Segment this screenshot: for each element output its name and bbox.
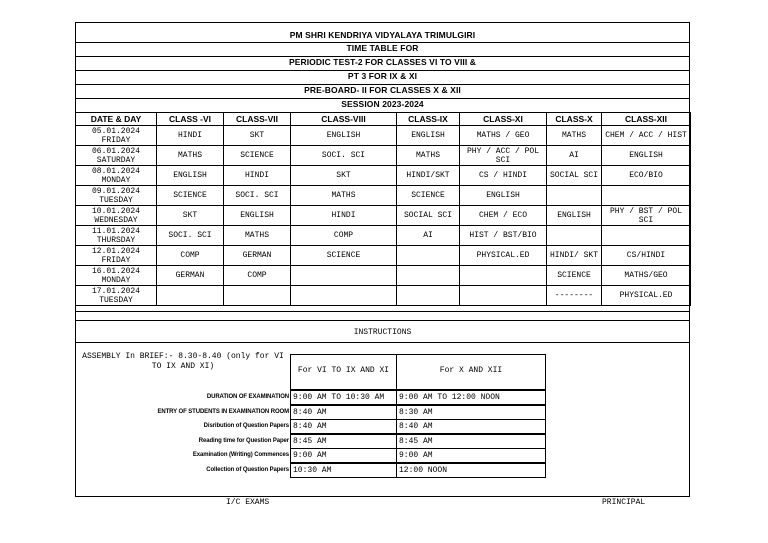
subject-cell xyxy=(460,286,547,306)
date-text: 05.01.2024 xyxy=(91,126,140,136)
subject-cell: GERMAN xyxy=(224,246,291,266)
subject-cell: CS/HINDI xyxy=(602,246,691,266)
col-a-header: For VI TO IX AND XI xyxy=(297,366,390,375)
day-text: THURSDAY xyxy=(96,235,136,245)
day-text: WEDNESDAY xyxy=(94,215,138,225)
date-text: 09.01.2024 xyxy=(91,186,140,196)
date-day-cell xyxy=(76,166,157,186)
date-text: 17.01.2024 xyxy=(91,286,140,296)
subject-cell xyxy=(460,266,547,286)
subject-cell: ENGLISH xyxy=(547,206,602,226)
subject-cell xyxy=(291,266,397,286)
instruction-value-b: 9:00 AM xyxy=(396,448,546,463)
subject-cell xyxy=(397,246,460,266)
date-day-cell xyxy=(76,286,157,306)
subject-cell: SOCIAL SCI xyxy=(397,206,460,226)
column-header: CLASS-XI xyxy=(460,113,547,126)
date-day-cell xyxy=(76,226,157,246)
table-row xyxy=(76,206,691,226)
table-row xyxy=(76,246,691,266)
subject-cell xyxy=(602,186,691,206)
day-text: MONDAY xyxy=(101,275,131,285)
instruction-value-b: 8:45 AM xyxy=(396,434,546,449)
date-text: 16.01.2024 xyxy=(91,266,140,276)
subject-cell xyxy=(547,226,602,246)
column-header: CLASS-X xyxy=(547,113,602,126)
instruction-value-a: 9:00 AM xyxy=(290,448,397,463)
subject-cell: SOCIAL SCI xyxy=(547,166,602,186)
subject-cell: HINDI xyxy=(291,206,397,226)
timetable-body xyxy=(76,126,691,306)
instructions-heading: INSTRUCTIONS xyxy=(353,328,412,337)
ic-exams-signature: I/C EXAMS xyxy=(226,498,270,507)
divider xyxy=(75,320,690,321)
date-text: 10.01.2024 xyxy=(91,206,140,216)
subject-cell: SCIENCE xyxy=(397,186,460,206)
table-row xyxy=(76,226,691,246)
subject-cell: MATHS/GEO xyxy=(602,266,691,286)
subject-cell: MATHS xyxy=(157,146,224,166)
column-header: CLASS-IX xyxy=(397,113,460,126)
subject-cell xyxy=(157,286,224,306)
column-header: CLASS-VII xyxy=(224,113,291,126)
subject-cell: MATHS xyxy=(397,146,460,166)
table-row xyxy=(76,286,691,306)
subject-cell: CHEM / ACC / HIST xyxy=(602,126,691,146)
instruction-label: Examination (Writing) Commences xyxy=(192,452,289,458)
subject-cell: MATHS xyxy=(224,226,291,246)
subject-cell: ENGLISH xyxy=(602,146,691,166)
date-text: 11.01.2024 xyxy=(91,226,140,236)
instruction-value-a: 9:00 AM TO 10:30 AM xyxy=(290,390,397,405)
instruction-label: DURATION OF EXAMINATION xyxy=(206,394,289,400)
subject-cell: AI xyxy=(547,146,602,166)
date-day-cell xyxy=(76,186,157,206)
title-line: PT 3 FOR IX & XI xyxy=(347,71,418,81)
day-text: FRIDAY xyxy=(101,135,131,145)
exam-timetable xyxy=(75,112,691,306)
instruction-value-b: 8:30 AM xyxy=(396,405,546,420)
table-row xyxy=(76,146,691,166)
subject-cell: -------- xyxy=(547,286,602,306)
table-row xyxy=(76,166,691,186)
title-line: PRE-BOARD- II FOR CLASSES X & XII xyxy=(304,85,461,95)
school-name: PM SHRI KENDRIYA VIDYALAYA TRIMULGIRI xyxy=(289,30,476,40)
subject-cell: COMP xyxy=(224,266,291,286)
subject-cell: COMP xyxy=(157,246,224,266)
table-row xyxy=(76,186,691,206)
table-row xyxy=(76,266,691,286)
instruction-value-b: 12:00 NOON xyxy=(396,463,546,478)
subject-cell: SCIENCE xyxy=(291,246,397,266)
column-header: CLASS -VI xyxy=(157,113,224,126)
subject-cell: HINDI/SKT xyxy=(397,166,460,186)
instruction-value-a: 8:45 AM xyxy=(290,434,397,449)
column-header: DATE & DAY xyxy=(76,113,157,126)
title-line: TIME TABLE FOR xyxy=(346,43,419,53)
subject-cell: PHY / BST / POL SCI xyxy=(602,206,691,226)
subject-cell: PHYSICAL.ED xyxy=(460,246,547,266)
subject-cell: PHYSICAL.ED xyxy=(602,286,691,306)
principal-signature: PRINCIPAL xyxy=(602,498,646,507)
table-row xyxy=(76,126,691,146)
instruction-value-b: 9:00 AM TO 12:00 NOON xyxy=(396,390,546,405)
subject-cell: SOCI. SCI xyxy=(291,146,397,166)
instruction-label: ENTRY OF STUDENTS IN EXAMINATION ROOM xyxy=(157,408,289,415)
subject-cell: ENGLISH xyxy=(157,166,224,186)
instruction-value-a: 8:40 AM xyxy=(290,419,397,434)
subject-cell xyxy=(291,286,397,306)
subject-cell: AI xyxy=(397,226,460,246)
subject-cell: MATHS xyxy=(547,126,602,146)
session-line: SESSION 2023-2024 xyxy=(341,99,424,109)
instruction-label: Collection of Question Papers xyxy=(206,466,289,473)
col-b-header: For X AND XII xyxy=(439,366,503,375)
subject-cell: HINDI xyxy=(157,126,224,146)
subject-cell: COMP xyxy=(291,226,397,246)
date-text: 08.01.2024 xyxy=(91,166,140,176)
subject-cell xyxy=(397,266,460,286)
column-header: CLASS-VIII xyxy=(291,113,397,126)
date-day-cell xyxy=(76,126,157,146)
date-day-cell xyxy=(76,246,157,266)
subject-cell: ECO/BIO xyxy=(602,166,691,186)
subject-cell: SOCI. SCI xyxy=(224,186,291,206)
subject-cell: ENGLISH xyxy=(224,206,291,226)
subject-cell: HINDI/ SKT xyxy=(547,246,602,266)
assembly-note: ASSEMBLY In BRIEF:- 8.30-8.40 (only for VI TO IX AND XI) xyxy=(82,352,284,371)
date-day-cell xyxy=(76,266,157,286)
date-day-cell xyxy=(76,146,157,166)
day-text: TUESDAY xyxy=(99,295,133,305)
subject-cell: PHY / ACC / POL SCI xyxy=(460,146,547,166)
subject-cell: HIST / BST/BIO xyxy=(460,226,547,246)
subject-cell: SCIENCE xyxy=(224,146,291,166)
date-day-cell xyxy=(76,206,157,226)
subject-cell: ENGLISH xyxy=(291,126,397,146)
subject-cell: HINDI xyxy=(224,166,291,186)
subject-cell: SKT xyxy=(157,206,224,226)
date-text: 06.01.2024 xyxy=(91,146,140,156)
subject-cell: SKT xyxy=(224,126,291,146)
subject-cell: GERMAN xyxy=(157,266,224,286)
day-text: MONDAY xyxy=(101,175,131,185)
subject-cell: SCIENCE xyxy=(547,266,602,286)
subject-cell: ENGLISH xyxy=(460,186,547,206)
title-line: PERIODIC TEST-2 FOR CLASSES VI TO VIII & xyxy=(288,57,477,67)
instruction-label: Reading time for Question Paper xyxy=(198,437,289,444)
date-text: 12.01.2024 xyxy=(91,246,140,256)
subject-cell: SKT xyxy=(291,166,397,186)
column-header: CLASS-XII xyxy=(602,113,691,126)
subject-cell: ENGLISH xyxy=(397,126,460,146)
instruction-value-b: 8:40 AM xyxy=(396,419,546,434)
table-header-row xyxy=(76,113,691,126)
instruction-label: Disribution of Question Papers xyxy=(203,423,289,429)
subject-cell xyxy=(397,286,460,306)
instruction-value-a: 10:30 AM xyxy=(290,463,397,478)
day-text: SATURDAY xyxy=(96,155,136,165)
subject-cell: MATHS xyxy=(291,186,397,206)
subject-cell: CS / HINDI xyxy=(460,166,547,186)
subject-cell xyxy=(602,226,691,246)
subject-cell xyxy=(547,186,602,206)
subject-cell: CHEM / ECO xyxy=(460,206,547,226)
divider xyxy=(75,342,690,343)
instruction-value-a: 8:40 AM xyxy=(290,405,397,420)
subject-cell: SCIENCE xyxy=(157,186,224,206)
subject-cell: SOCI. SCI xyxy=(157,226,224,246)
day-text: TUESDAY xyxy=(99,195,133,205)
day-text: FRIDAY xyxy=(101,255,131,265)
subject-cell: MATHS / GEO xyxy=(460,126,547,146)
subject-cell xyxy=(224,286,291,306)
